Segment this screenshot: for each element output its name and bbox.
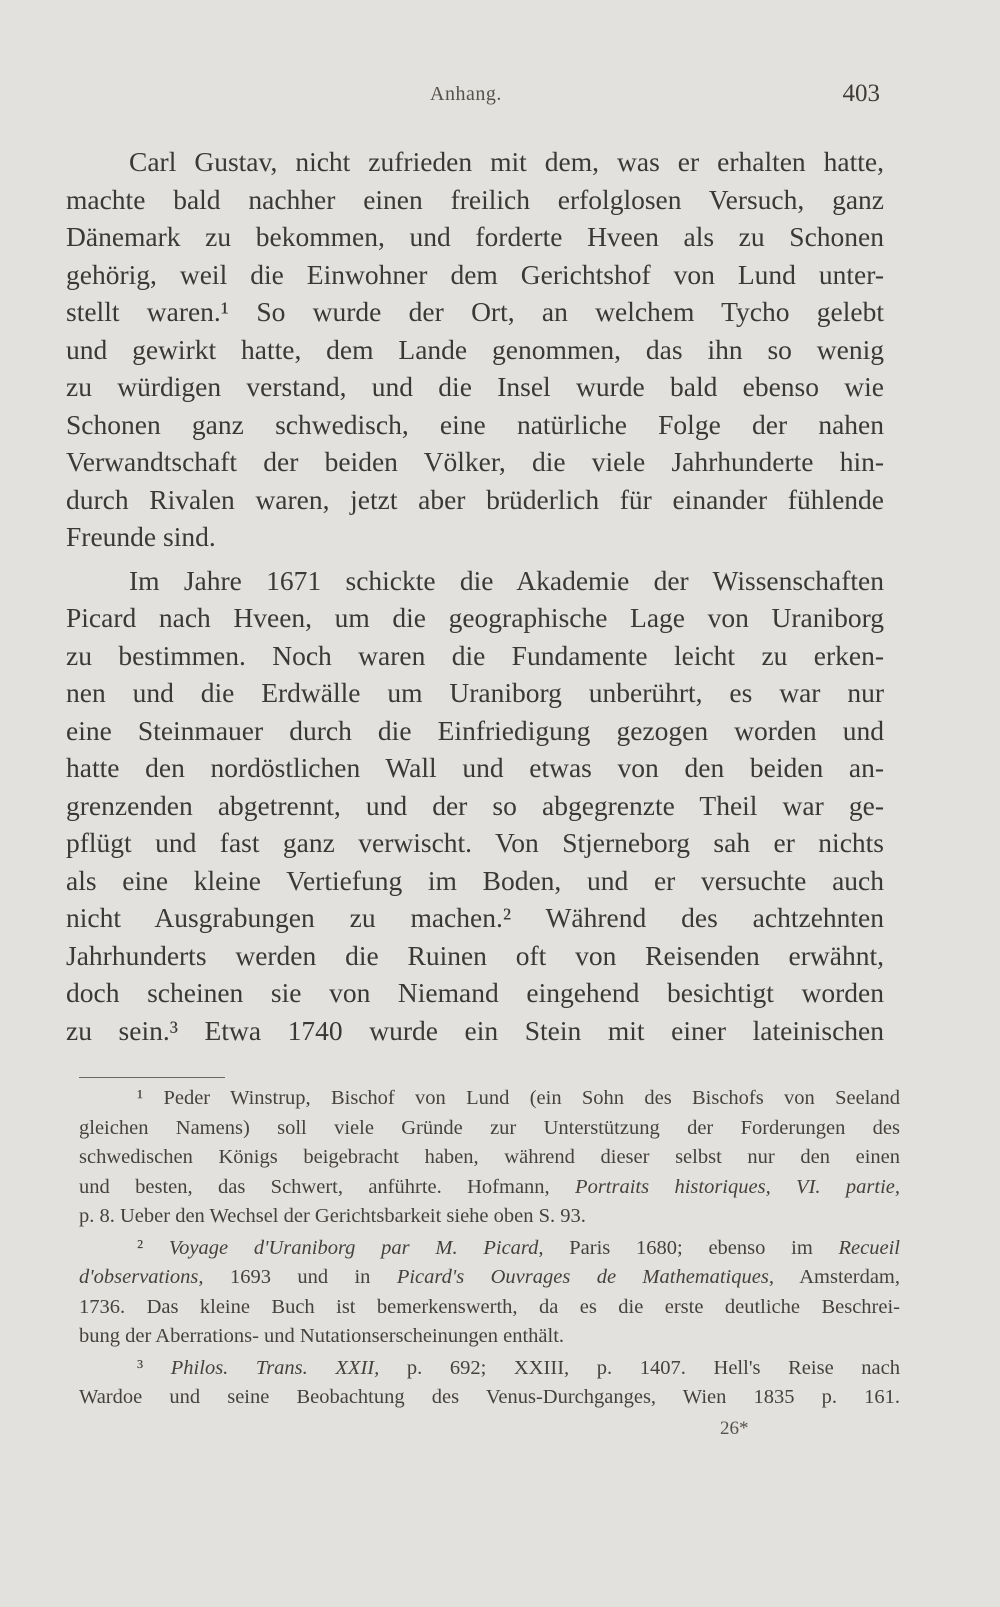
text-line: Jahrhunderts werden die Ruinen oft von Reisenden erwähnt, bbox=[66, 939, 884, 971]
footnote-citation: Picard's Ouvrages de Mathematiques, bbox=[396, 1266, 774, 1288]
text-line: Verwandtschaft der beiden Völker, die viele Jahrhunderte hin- bbox=[66, 446, 884, 477]
text-line: machte bald nachher einen freilich erfolglosen Versuch, ganz bbox=[66, 183, 884, 215]
text-line: grenzenden abgetrennt, und der so abgegrenzte Theil war ge- bbox=[66, 789, 884, 821]
text-line: zu würdigen verstand, und die Insel wurde bald ebenso wie bbox=[66, 371, 884, 402]
text-line: zu bestimmen. Noch waren die Fundamente leicht zu erken- bbox=[66, 639, 884, 671]
footnote-line: gleichen Namens) soll viele Gründe zur Unterstützung der Forderungen des bbox=[79, 1116, 900, 1139]
footnote-line bbox=[79, 1173, 900, 1203]
text-line: Dänemark zu bekommen, und forderte Hveen als zu Schonen bbox=[66, 221, 884, 252]
footnote-marker: ² bbox=[137, 1236, 169, 1259]
text-line: eine Steinmauer durch die Einfriedigung gezogen worden und bbox=[66, 714, 884, 746]
paragraph-1 bbox=[66, 143, 884, 556]
footnote-line bbox=[79, 1263, 900, 1293]
signature-mark: 26* bbox=[720, 1418, 749, 1439]
footnote-marker: ³ bbox=[137, 1356, 171, 1379]
footnotes bbox=[79, 1084, 900, 1413]
text-line: durch Rivalen waren, jetzt aber brüderlich für einander fühlende bbox=[66, 483, 884, 515]
footnote-citation: d'observations, bbox=[79, 1266, 204, 1288]
header-title: Anhang. bbox=[430, 83, 502, 105]
footnote-text: 1693 und in bbox=[203, 1266, 397, 1288]
footnote-1 bbox=[79, 1084, 900, 1232]
text-line: und gewirkt hatte, dem Lande genommen, das ihn so wenig bbox=[66, 333, 884, 365]
text-line: Carl Gustav, nicht zufrieden mit dem, was er erhalten hatte, bbox=[129, 146, 884, 177]
text-line: nen und die Erdwälle um Uraniborg unberührt, es war nur bbox=[66, 677, 884, 708]
footnote-line: bung der Aberrations- und Nutationserscheinungen enthält. bbox=[79, 1325, 565, 1347]
footnote-line: schwedischen Königs beigebracht haben, während dieser selbst nur den einen bbox=[79, 1146, 900, 1168]
footnote-text: p. 692; XXIII, p. 1407. Hell's Reise nach bbox=[379, 1356, 900, 1379]
footnote-citation: Voyage d'Uraniborg par M. Picard, bbox=[168, 1236, 544, 1259]
footnote-citation: Philos. Trans. XXII, bbox=[170, 1356, 380, 1379]
footnote-citation: Recueil bbox=[838, 1236, 900, 1259]
footnote-citation: Portraits historiques, VI. partie, bbox=[575, 1175, 900, 1198]
text-line: Picard nach Hveen, um die geographische Lage von Uraniborg bbox=[66, 602, 884, 633]
footnote-separator bbox=[79, 1077, 225, 1078]
text-line: hatte den nordöstlichen Wall und etwas von den beiden an- bbox=[66, 752, 884, 783]
page-number: 403 bbox=[842, 80, 880, 107]
text-line: gehörig, weil die Einwohner dem Gerichtshof von Lund unter- bbox=[66, 258, 884, 290]
footnote-line: ¹ Peder Winstrup, Bischof von Lund (ein Sohn des Bischofs von Seeland bbox=[137, 1087, 900, 1109]
footnote-3 bbox=[79, 1354, 900, 1413]
footnote-text: Amsterdam, bbox=[773, 1266, 900, 1288]
text-line: Freunde sind. bbox=[66, 521, 216, 552]
text-line: Schonen ganz schwedisch, eine natürliche Folge der nahen bbox=[66, 408, 884, 440]
footnote-line bbox=[79, 1354, 900, 1384]
text-line: zu sein.³ Etwa 1740 wurde ein Stein mit einer lateinischen bbox=[66, 1014, 884, 1046]
footnote-2 bbox=[79, 1234, 900, 1352]
footnote-line: Wardoe und seine Beobachtung des Venus-Durchganges, Wien 1835 p. 161. bbox=[79, 1386, 900, 1408]
text-line: nicht Ausgrabungen zu machen.² Während des achtzehnten bbox=[66, 902, 884, 933]
footnote-text: und besten, das Schwert, anführte. Hofmann, bbox=[79, 1175, 576, 1198]
text-line: Im Jahre 1671 schickte die Akademie der Wissenschaften bbox=[129, 564, 884, 596]
footnote-line bbox=[79, 1234, 900, 1264]
text-line: pflügt und fast ganz verwischt. Von Stjerneborg sah er nichts bbox=[66, 827, 884, 858]
footnote-line: 1736. Das kleine Buch ist bemerkenswerth, da es die erste deutliche Beschrei- bbox=[79, 1295, 900, 1318]
text-line: stellt waren.¹ So wurde der Ort, an welchem Tycho gelebt bbox=[66, 296, 884, 327]
running-header bbox=[0, 80, 1000, 110]
main-text bbox=[66, 143, 884, 1049]
paragraph-2 bbox=[66, 562, 884, 1050]
footnote-line: p. 8. Ueber den Wechsel der Gerichtsbarkeit siehe oben S. 93. bbox=[79, 1205, 586, 1227]
text-line: als eine kleine Vertiefung im Boden, und er versuchte auch bbox=[66, 864, 884, 896]
footnote-text: Paris 1680; ebenso im bbox=[543, 1236, 839, 1259]
text-line: doch scheinen sie von Niemand eingehend besichtigt worden bbox=[66, 977, 884, 1008]
